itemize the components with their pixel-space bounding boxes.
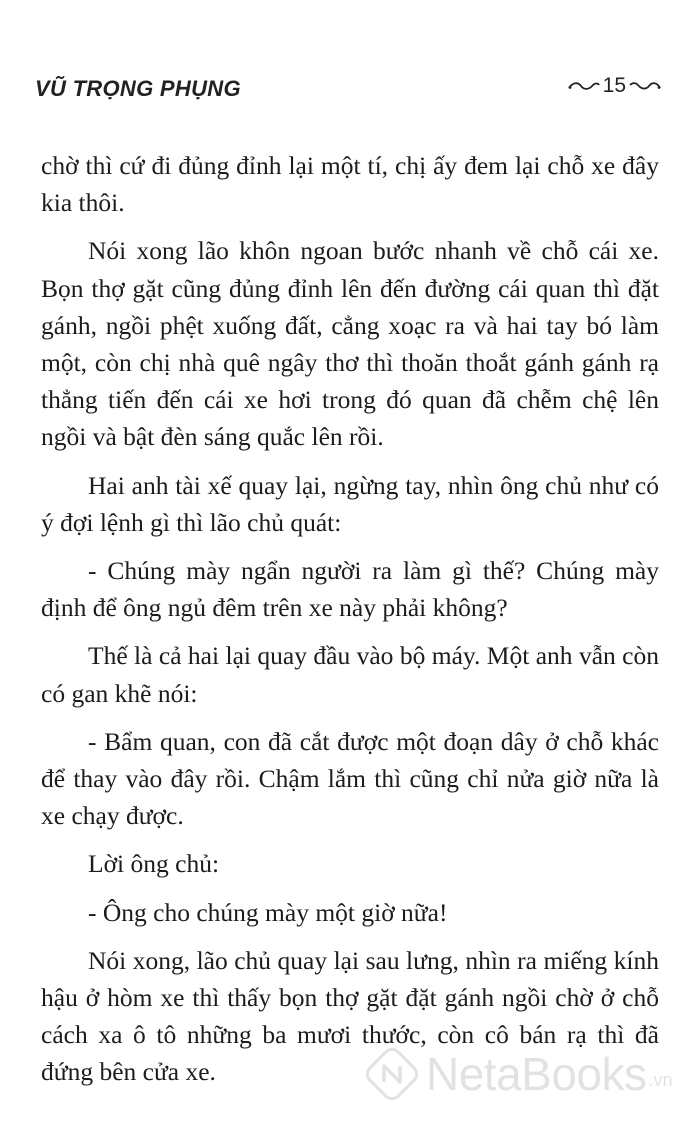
publisher-watermark — [366, 1047, 673, 1101]
paragraph: - Ông cho chúng mày một giờ nữa! — [88, 897, 448, 927]
paragraph: Nói xong, lão chủ quay lại sau lưng, nhìn ra miếng kính hậu ở hòm xe thì thấy bọn thợ gặt đặt gánh ngồi chờ ở chỗ cách xa ô tô những ba mươi thước, còn cô bán rạ thì đã đứng bên cửa xe. — [41, 945, 659, 1087]
page-number: 15 — [602, 74, 626, 97]
paragraph: chờ thì cứ đi đủng đỉnh lại một tí, chị ấy đem lại chỗ xe đây kia thôi. — [41, 151, 659, 218]
watermark-brand: NetaBooks — [426, 1048, 647, 1100]
left-swirl-icon — [567, 79, 601, 93]
paragraph: Hai anh tài xế quay lại, ngừng tay, nhìn ông chủ như có ý đợi lệnh gì thì lão chủ quát: — [41, 470, 659, 537]
page-number-ornament — [567, 74, 662, 98]
paragraph: Nói xong lão khôn ngoan bước nhanh về chỗ cái xe. Bọn thợ gặt cũng đủng đỉnh lên đến đường cái quan thì đặt gánh, ngồi phệt xuống đất, cẳng xoạc ra và hai tay bó làm một, còn chị nhà quê ngây thơ thì thoăn thoắt gánh gánh rạ thẳng tiến đến cái xe hơi trong đó quan đã chễm chệ lên ngồi và bật đèn sáng quắc lên rồi. — [41, 236, 659, 452]
author-name: VŨ TRỌNG PHỤNG — [35, 76, 241, 101]
body-text — [41, 147, 659, 1102]
watermark-suffix: .vn — [648, 1070, 673, 1090]
right-swirl-icon — [628, 79, 662, 93]
paragraph: - Bẩm quan, con đã cắt được một đoạn dây ở chỗ khác để thay vào đây rồi. Chậm lắm thì cũng chỉ nửa giờ nữa là xe chạy được. — [41, 726, 659, 831]
paragraph: Lời ông chủ: — [88, 849, 220, 879]
paragraph: Thế là cả hai lại quay đầu vào bộ máy. Một anh vẫn còn có gan khẽ nói: — [41, 641, 659, 708]
paragraph: - Chúng mày ngẩn người ra làm gì thế? Chúng mày định để ông ngủ đêm trên xe này phải không? — [41, 556, 659, 623]
running-header — [35, 70, 662, 110]
publisher-logo-icon — [366, 1048, 418, 1100]
